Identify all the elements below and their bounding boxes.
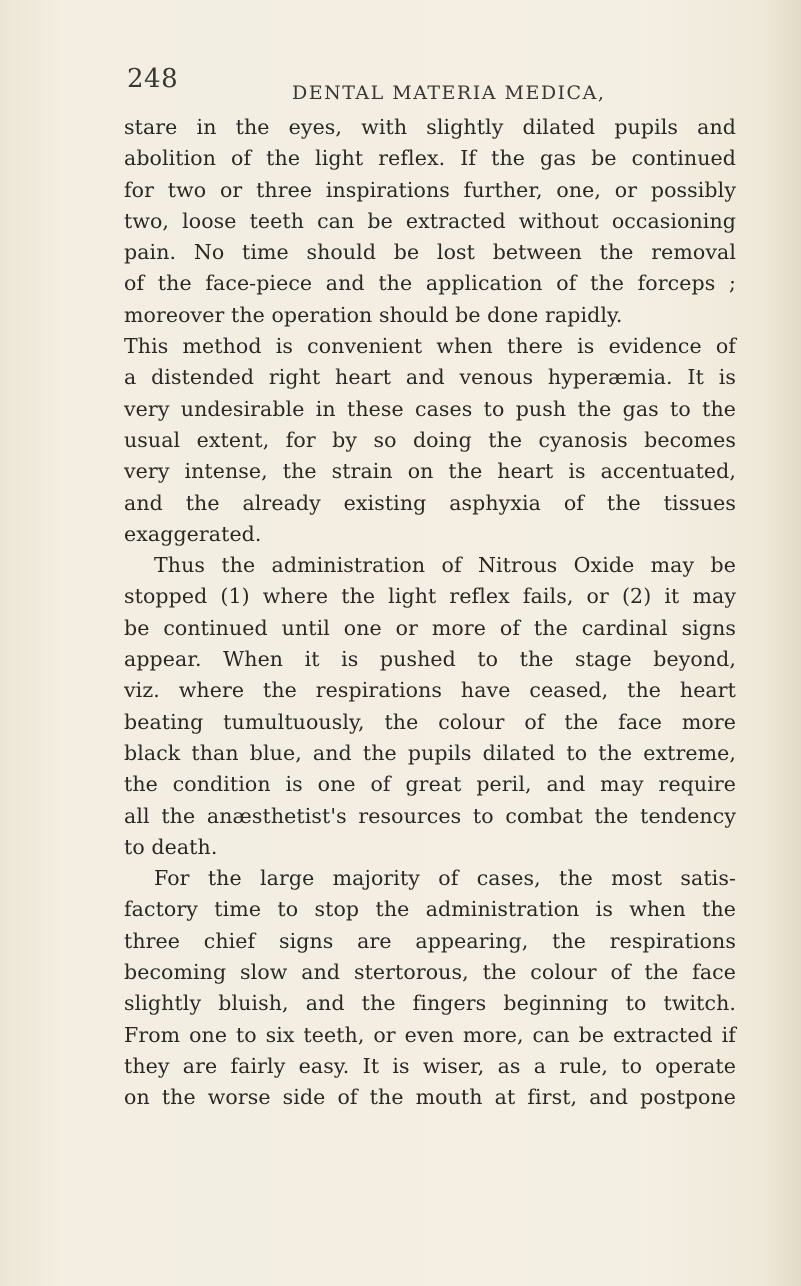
text-line: This method is convenient when there is evidence of	[124, 334, 736, 359]
text-line: appear. When it is pushed to the stage beyond,	[124, 647, 736, 672]
running-head: DENTAL MATERIA MEDICA,	[292, 82, 606, 104]
text-line: be continued until one or more of the cardinal signs	[124, 615, 736, 640]
text-line: stare in the eyes, with slightly dilated pupils and	[124, 115, 736, 139]
text-line: they are fairly easy. It is wiser, as a rule, to operate	[124, 1053, 736, 1078]
text-line: pain. No time should be lost between the removal	[124, 240, 736, 265]
text-line: viz. where the respirations have ceased, the heart	[124, 678, 736, 703]
body-text	[124, 112, 736, 1114]
text-line: a distended right heart and venous hyperæmia. It is	[124, 365, 736, 390]
text-line: Thus the administration of Nitrous Oxide may be	[154, 553, 736, 578]
text-line: becoming slow and stertorous, the colour of the face	[124, 960, 736, 985]
text-line: very undesirable in these cases to push the gas to the	[124, 396, 736, 421]
text-line: all the anæsthetist's resources to combat the tendency	[124, 803, 736, 828]
text-line: exaggerated.	[124, 521, 262, 546]
text-line: on the worse side of the mouth at first, and postpone	[124, 1085, 736, 1110]
text-line: stopped (1) where the light reflex fails, or (2) it may	[124, 584, 736, 609]
text-line: three chief signs are appearing, the respirations	[124, 928, 736, 953]
text-line: the condition is one of great peril, and may require	[124, 772, 736, 797]
text-line: factory time to stop the administration is when the	[124, 897, 736, 922]
text-line: and the already existing asphyxia of the tissues	[124, 490, 736, 515]
text-line: From one to six teeth, or even more, can be extracted if	[124, 1022, 736, 1047]
text-line: slightly bluish, and the fingers beginning to twitch.	[124, 991, 736, 1016]
text-line: very intense, the strain on the heart is accentuated,	[124, 459, 736, 484]
text-line: moreover the operation should be done rapidly.	[124, 302, 623, 327]
page-number: 248	[127, 64, 179, 94]
text-line: abolition of the light reflex. If the gas be continued	[124, 146, 736, 171]
text-line: of the face-piece and the application of the forceps ;	[124, 271, 736, 296]
text-line: to death.	[124, 834, 218, 859]
text-line: For the large majority of cases, the most satis-	[154, 866, 736, 891]
text-line: black than blue, and the pupils dilated to the extreme,	[124, 740, 736, 765]
text-line: two, loose teeth can be extracted without occasioning	[124, 208, 736, 233]
text-line: usual extent, for by so doing the cyanosis becomes	[124, 427, 736, 452]
text-line: for two or three inspirations further, one, or possibly	[124, 177, 736, 202]
text-line: beating tumultuously, the colour of the face more	[124, 709, 736, 734]
